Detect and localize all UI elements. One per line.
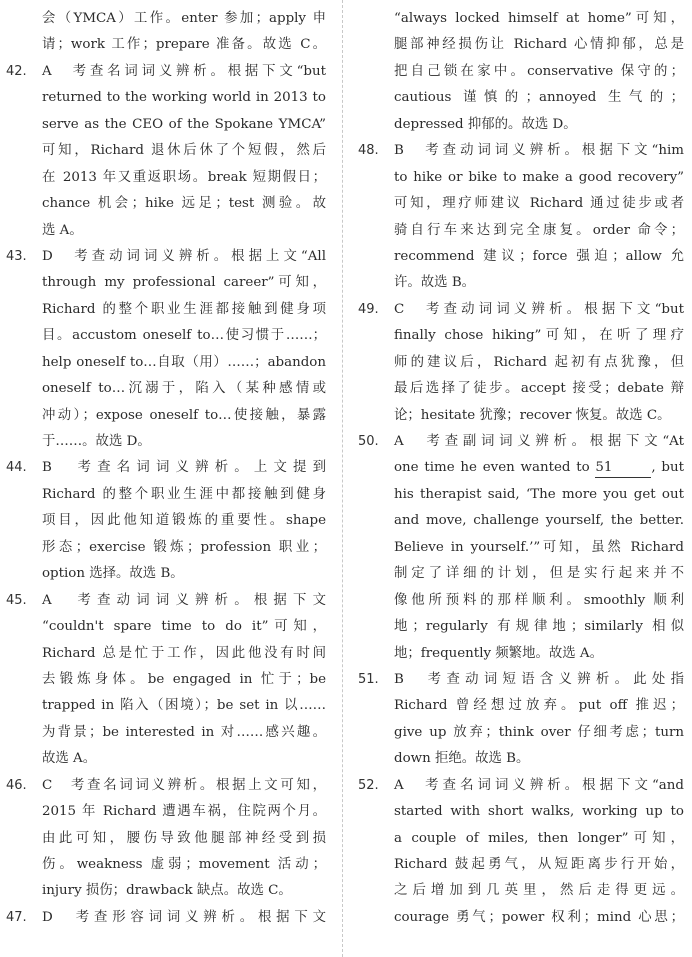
line-text: Richard 总是忙于工作，因此他没有时间 xyxy=(42,645,326,661)
line-text: 论；hesitate 犹豫；recover 恢复。故选 C。 xyxy=(394,407,671,423)
text-line xyxy=(358,270,684,296)
text-line xyxy=(358,588,684,614)
text-line xyxy=(358,905,684,931)
line-text: 最后选择了徒步。accept 接受；debate 辩 xyxy=(394,381,684,397)
text-line xyxy=(6,773,326,799)
text-line xyxy=(358,350,684,376)
text-line xyxy=(6,720,326,746)
question-number: 43. xyxy=(6,248,27,264)
text-line xyxy=(6,852,326,878)
text-line xyxy=(358,59,684,85)
line-text: 故选 A。 xyxy=(42,751,97,767)
text-line xyxy=(6,85,326,111)
line-text: D 考查形容词词义辨析。根据下文 xyxy=(42,909,326,925)
line-text: 可知，理疗师建议 Richard 通过徒步或者 xyxy=(394,196,684,212)
line-text: finally chose hiking”可知，在听了理疗 xyxy=(394,328,684,344)
text-line xyxy=(6,826,326,852)
question-number: 49. xyxy=(358,301,379,317)
text-line xyxy=(6,878,326,904)
text-line xyxy=(6,403,326,429)
line-text: B 考查动词词义辨析。根据下文“him xyxy=(394,143,684,159)
line-text: 之后增加到几英里，然后走得更远。 xyxy=(394,883,684,899)
text-line xyxy=(358,323,684,349)
text-line xyxy=(6,429,326,455)
text-line xyxy=(6,112,326,138)
text-line xyxy=(358,667,684,693)
line-text: Richard 的整个职业生涯中都接触到健身 xyxy=(42,486,326,502)
line-text: 地；regularly 有规律地；similarly 相似 xyxy=(394,619,684,635)
text-line xyxy=(358,799,684,825)
line-text: courage 勇气；power 权利；mind 心思； xyxy=(394,909,684,925)
line-text: Richard 曾经想过放弃。put off 推迟； xyxy=(394,698,684,714)
line-text: to hike or bike to make a good recovery” xyxy=(394,169,684,185)
line-text: trapped in 陷入（困境）；be set in 以…… xyxy=(42,698,326,714)
text-line xyxy=(358,852,684,878)
line-text: 伤。weakness 虚弱；movement 活动； xyxy=(42,857,326,872)
line-text: 在 2013 年又重返职场。break 短期假日； xyxy=(42,169,326,185)
question-number: 47. xyxy=(6,909,27,925)
line-text: 于……。故选 D。 xyxy=(42,434,151,449)
text-line xyxy=(6,641,326,667)
line-text: give up 放弃；think over 仔细考虑；turn xyxy=(394,724,684,740)
line-text: cautious 谨慎的；annoyed 生气的； xyxy=(394,90,684,106)
line-text: 地；frequently 频繁地。故选 A。 xyxy=(394,645,603,661)
question-number: 50. xyxy=(358,434,379,449)
line-text: recommend 建议；force 强迫；allow 允 xyxy=(394,248,684,264)
line-text: 请；work 工作；prepare 准备。故选 C。 xyxy=(42,37,326,53)
line-text: 冲动）；expose oneself to…使接触，暴露 xyxy=(42,407,326,423)
text-line xyxy=(358,720,684,746)
left-column xyxy=(6,6,326,931)
line-text: down 拒绝。故选 B。 xyxy=(394,751,530,767)
text-line xyxy=(358,561,684,587)
line-text: and move, challenge yourself, the better. xyxy=(394,513,684,529)
text-line xyxy=(6,508,326,534)
text-line xyxy=(6,191,326,217)
question-number: 46. xyxy=(6,777,27,793)
line-text: 把自己锁在家中。conservative 保守的； xyxy=(394,63,684,79)
line-text: injury 损伤；drawback 缺点。故选 C。 xyxy=(42,883,292,899)
line-text: a couple of miles, then longer”可知， xyxy=(394,830,684,846)
line-text: D 考查动词词义辨析。根据上文“All xyxy=(42,248,326,264)
line-text: “couldn't spare time to do it”可知， xyxy=(42,619,326,635)
text-line xyxy=(358,218,684,244)
text-line xyxy=(358,112,684,138)
line-text: through my professional career”可知， xyxy=(42,275,326,291)
text-line xyxy=(6,6,326,32)
text-line xyxy=(358,826,684,852)
line-text: C 考查名词词义辨析。根据上文可知， xyxy=(42,777,326,793)
line-text: his therapist said, ‘The more you get out xyxy=(394,486,684,502)
line-text: 会（YMCA）工作。enter 参加；apply 申 xyxy=(42,11,326,26)
line-text: 去锻炼身体。be engaged in 忙于；be xyxy=(42,671,326,687)
text-line xyxy=(358,535,684,561)
text-line xyxy=(358,878,684,904)
question-number: 51. xyxy=(358,671,379,687)
text-line xyxy=(6,165,326,191)
line-text: chance 机会；hike 远足；test 测验。故 xyxy=(42,196,326,212)
line-text: C 考查动词词义辨析。根据下文“but xyxy=(394,301,684,317)
line-text: 项目，因此他知道锻炼的重要性。shape xyxy=(42,513,326,529)
line-text: , but xyxy=(651,460,684,476)
line-text: Richard 的整个职业生涯都接触到健身项 xyxy=(42,301,326,317)
text-line xyxy=(6,297,326,323)
text-line xyxy=(6,667,326,693)
line-text: “always locked himself at home”可知， xyxy=(394,11,684,26)
question-number: 44. xyxy=(6,460,27,476)
question-number: 48. xyxy=(358,143,379,159)
text-line xyxy=(6,905,326,931)
line-text: 目。accustom oneself to…使习惯于……； xyxy=(42,328,326,344)
text-line xyxy=(358,641,684,667)
line-text: option 选择。故选 B。 xyxy=(42,566,184,582)
text-line xyxy=(358,191,684,217)
text-line xyxy=(358,508,684,534)
text-line xyxy=(6,323,326,349)
line-text: 制定了详细的计划，但是实行起来并不 xyxy=(394,566,684,582)
line-text: one time he even wanted to xyxy=(394,460,596,476)
text-line xyxy=(6,535,326,561)
text-line xyxy=(6,244,326,270)
line-text: Believe in yourself.’”可知，虽然 Richard xyxy=(394,539,684,555)
text-line xyxy=(358,165,684,191)
text-line xyxy=(6,218,326,244)
column-divider xyxy=(342,0,343,957)
line-text: 形态；exercise 锻炼；profession 职业； xyxy=(42,539,326,555)
line-text: help oneself to…自取（用）……；abandon xyxy=(42,354,326,370)
text-line xyxy=(6,614,326,640)
blank-number: 51 xyxy=(595,459,651,478)
text-line xyxy=(358,85,684,111)
line-text: returned to the working world in 2013 to xyxy=(42,90,326,106)
text-line xyxy=(358,297,684,323)
line-text: 骑自行车来达到完全康复。order 命令； xyxy=(394,222,684,238)
question-number: 45. xyxy=(6,592,27,608)
line-text: 为背景；be interested in 对……感兴趣。 xyxy=(42,724,326,740)
line-text: depressed 抑郁的。故选 D。 xyxy=(394,116,577,132)
line-text: A 考查名词词义辨析。根据下文“and xyxy=(394,777,684,793)
line-text: B 考查动词短语含义辨析。此处指 xyxy=(394,671,684,687)
question-number: 42. xyxy=(6,63,27,79)
text-line xyxy=(6,588,326,614)
text-line xyxy=(6,350,326,376)
text-line xyxy=(358,746,684,772)
right-column xyxy=(358,6,684,931)
text-line xyxy=(358,429,684,455)
text-line xyxy=(358,32,684,58)
text-line xyxy=(6,376,326,402)
line-text: serve as the CEO of the Spokane YMCA” xyxy=(42,116,326,132)
text-line xyxy=(358,482,684,508)
text-line xyxy=(358,614,684,640)
text-line xyxy=(358,455,684,481)
line-text: 像他所预料的那样顺利。smoothly 顺利 xyxy=(394,592,684,608)
line-text: 选 A。 xyxy=(42,222,83,238)
line-text: Richard 鼓起勇气，从短距离步行开始， xyxy=(394,857,684,872)
text-line xyxy=(358,244,684,270)
text-line xyxy=(6,561,326,587)
text-line xyxy=(358,138,684,164)
line-text: 由此可知，腰伤导致他腿部神经受到损 xyxy=(42,830,326,846)
text-line xyxy=(358,6,684,32)
line-text: oneself to…沉溺于，陷入（某种感情或 xyxy=(42,381,326,397)
text-line xyxy=(6,59,326,85)
line-text: A 考查副词词义辨析。根据下文“At xyxy=(394,434,684,449)
line-text: B 考查名词词义辨析。上文提到 xyxy=(42,460,326,476)
line-text: 2015 年 Richard 遭遇车祸，住院两个月。 xyxy=(42,804,326,820)
text-line xyxy=(6,32,326,58)
text-line xyxy=(358,376,684,402)
text-line xyxy=(6,270,326,296)
text-line xyxy=(6,455,326,481)
text-line xyxy=(358,773,684,799)
line-text: 师的建议后，Richard 起初有点犹豫，但 xyxy=(394,354,684,370)
text-line xyxy=(6,799,326,825)
line-text: 许。故选 B。 xyxy=(394,275,476,291)
line-text: 可知，Richard 退休后休了个短假，然后 xyxy=(42,143,326,159)
line-text: A 考查动词词义辨析。根据下文 xyxy=(42,592,326,608)
text-line xyxy=(6,482,326,508)
text-line xyxy=(6,693,326,719)
line-text: started with short walks, working up to xyxy=(394,804,684,820)
text-line xyxy=(358,403,684,429)
text-line xyxy=(6,138,326,164)
line-text: A 考查名词词义辨析。根据下文“but xyxy=(42,63,326,79)
line-text: 腿部神经损伤让 Richard 心情抑郁，总是 xyxy=(394,37,684,53)
question-number: 52. xyxy=(358,777,379,793)
text-line xyxy=(6,746,326,772)
text-line xyxy=(358,693,684,719)
